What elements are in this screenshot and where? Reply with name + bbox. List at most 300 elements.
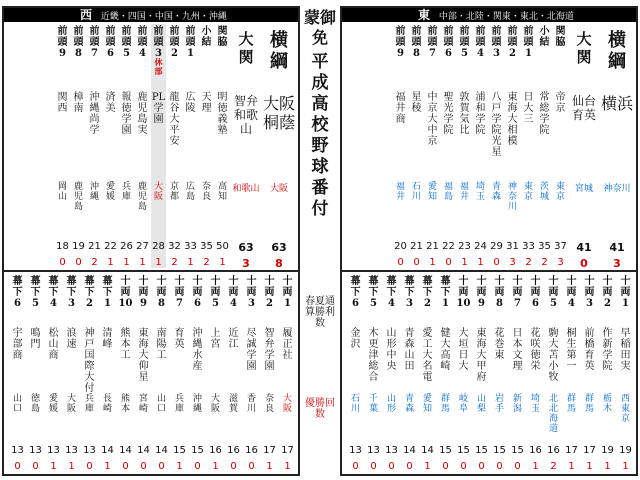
west-banzuke-ozeki [232, 24, 260, 268]
championship-count: 0 [14, 461, 21, 472]
school-name: 智弁学園 [264, 328, 275, 372]
top-rank-column [215, 24, 230, 268]
top-rank-column [71, 24, 86, 268]
rank-label: 十両5 [548, 276, 559, 309]
bottom-rank-column [280, 274, 295, 476]
championship-count: 1 [139, 257, 146, 268]
win-count: 14 [421, 445, 434, 456]
school-name: 神戸国際大付 [84, 328, 95, 394]
school-name: 上宮 [210, 328, 221, 350]
championship-count: 0 [388, 461, 395, 472]
rank-label: 小結 [539, 26, 550, 48]
championship-count: 0 [32, 461, 39, 472]
championship-count: 1 [568, 461, 575, 472]
school-name: 沖縄水産 [192, 328, 203, 372]
win-count: 16 [547, 445, 560, 456]
championship-count: 0 [122, 461, 129, 472]
prefecture: 徳島 [30, 394, 40, 414]
school-name: 尽誠学園 [246, 328, 257, 372]
championship-count: 1 [429, 257, 436, 268]
prefecture: 熊本 [120, 394, 130, 414]
prefecture: 北北海道 [548, 394, 558, 434]
rank-label: 前頭4 [137, 26, 148, 59]
win-count: 14 [403, 445, 416, 456]
championship-count: 2 [541, 257, 548, 268]
school-name: 中京大中京 [427, 92, 438, 147]
win-count: 17 [565, 445, 578, 456]
championship-count: 8 [275, 257, 283, 270]
rank-label: 前頭2 [169, 26, 180, 59]
rank-label: 幕下1 [440, 276, 451, 309]
school-name: 明徳義塾 [217, 92, 228, 136]
win-count: 63 [238, 241, 254, 254]
rank-label: 十両6 [192, 276, 203, 309]
school-name: 八戸学院光星 [491, 92, 502, 158]
rank-label: 十両6 [530, 276, 541, 309]
win-count: 27 [136, 241, 149, 252]
bottom-rank-column [262, 274, 277, 476]
bottom-rank-column [348, 274, 363, 476]
east-banzuke-ozeki [570, 24, 598, 268]
win-count: 13 [11, 445, 24, 456]
school-name: 横浜 [600, 94, 633, 113]
west-regions: 近畿・四国・中国・九州・沖縄 [100, 12, 227, 22]
championship-count: 1 [187, 257, 194, 268]
championship-count: 0 [140, 461, 147, 472]
rank-label: 関脇 [555, 26, 566, 48]
win-count: 22 [104, 241, 117, 252]
prefecture: 山口 [12, 394, 22, 414]
championship-count: 0 [194, 461, 201, 472]
top-rank-column [199, 24, 214, 268]
school-name: 青森山田 [404, 328, 415, 372]
bottom-rank-column [172, 274, 187, 476]
win-count: 18 [56, 241, 69, 252]
prefecture: 石川 [411, 182, 421, 202]
championship-count: 1 [266, 461, 273, 472]
rank-label: 十両3 [584, 276, 595, 309]
rank-label: 前頭1 [185, 26, 196, 59]
school-name: 宇部商 [12, 328, 23, 361]
championship-count: 0 [413, 257, 420, 268]
championship-count: 0 [230, 461, 237, 472]
prefecture: 兵庫 [174, 394, 184, 414]
rank-label: 十両2 [264, 276, 275, 309]
championship-count: 1 [68, 461, 75, 472]
win-count: 22 [442, 241, 455, 252]
championship-count: 1 [284, 461, 291, 472]
school-name: 沖縄尚学 [89, 92, 100, 136]
championship-count: 0 [397, 257, 404, 268]
top-rank-column [473, 24, 488, 268]
prefecture: 東京 [523, 182, 533, 202]
championship-count: 1 [212, 461, 219, 472]
win-count: 16 [245, 445, 258, 456]
school-name: 樟南 [73, 92, 84, 114]
bottom-rank-column [474, 274, 489, 476]
top-rank-column [441, 24, 456, 268]
rank-label: 大関 [238, 30, 254, 66]
rank-label: 前頭6 [105, 26, 116, 59]
school-name: 帝京 [555, 92, 566, 114]
rank-label: 前頭7 [89, 26, 100, 59]
school-name: 東海大相模 [507, 92, 518, 147]
win-count: 20 [394, 241, 407, 252]
school-name: 龍谷大平安 [169, 92, 180, 147]
bottom-rank-column [28, 274, 43, 476]
championship-count: 3 [557, 257, 564, 268]
legend-champs: 優勝回数 [305, 398, 335, 420]
school-name: 聖光学院 [443, 92, 454, 136]
rank-label: 前頭7 [427, 26, 438, 59]
win-count: 15 [191, 445, 204, 456]
bottom-rank-column [226, 274, 241, 476]
bottom-rank-column [546, 274, 561, 476]
prefecture: 山梨 [476, 394, 486, 414]
prefecture: 京都 [169, 182, 179, 202]
win-count: 26 [120, 241, 133, 252]
prefecture: 青森 [404, 394, 414, 414]
championship-count: 3 [613, 257, 621, 270]
win-count: 37 [554, 241, 567, 252]
win-count: 16 [529, 445, 542, 456]
bottom-rank-column [582, 274, 597, 476]
championship-count: 0 [59, 257, 66, 268]
win-count: 14 [137, 445, 150, 456]
east-side-label: 東 [418, 8, 431, 22]
bottom-rank-column [82, 274, 97, 476]
top-rank-column [183, 24, 198, 268]
rank-label: 十両4 [228, 276, 239, 309]
rank-label: 幕下5 [368, 276, 379, 309]
win-count: 13 [385, 445, 398, 456]
west-banzuke-yokozuna [262, 24, 296, 268]
win-count: 23 [458, 241, 471, 252]
bottom-rank-column [618, 274, 633, 476]
rank-label: 幕下4 [386, 276, 397, 309]
school-name: 関西 [57, 92, 68, 114]
prefecture: 滋賀 [228, 394, 238, 414]
win-count: 14 [119, 445, 132, 456]
win-count: 28 [152, 241, 165, 252]
bottom-rank-column [456, 274, 471, 476]
school-name: 清峰 [102, 328, 113, 350]
school-name: 浪速 [66, 328, 77, 350]
championship-count: 1 [123, 257, 130, 268]
prefecture: 神奈川 [603, 184, 631, 194]
west-half [2, 6, 300, 476]
school-name: 育英 [174, 328, 185, 350]
top-rank-column [537, 24, 552, 268]
championship-count: 0 [493, 257, 500, 268]
championship-count: 0 [478, 461, 485, 472]
school-name: 鳴門 [30, 328, 41, 350]
center-mark: 蒙御免 [304, 8, 337, 47]
rank-label: 横綱 [270, 30, 288, 72]
prefecture: 広島 [185, 182, 195, 202]
win-count: 41 [576, 241, 592, 254]
win-count: 35 [200, 241, 213, 252]
win-count: 35 [538, 241, 551, 252]
east-divider [342, 270, 636, 272]
school-name: 大垣日大 [458, 328, 469, 372]
top-rank-column [87, 24, 102, 268]
prefecture: 茨城 [539, 182, 549, 202]
prefecture: 埼玉 [475, 182, 485, 202]
prefecture: 福井 [459, 182, 469, 202]
top-rank-column [489, 24, 504, 268]
win-count: 13 [65, 445, 78, 456]
championship-count: 0 [86, 461, 93, 472]
win-count: 41 [609, 241, 625, 254]
rank-label: 前頭5 [459, 26, 470, 59]
east-header [342, 8, 636, 22]
bottom-rank-column [564, 274, 579, 476]
championship-count: 0 [158, 461, 165, 472]
championship-count: 0 [442, 461, 449, 472]
bottom-rank-column [10, 274, 25, 476]
prefecture: 兵庫 [84, 394, 94, 414]
win-count: 19 [601, 445, 614, 456]
win-count: 21 [426, 241, 439, 252]
prefecture: 愛媛 [105, 182, 115, 202]
championship-count: 0 [75, 257, 82, 268]
prefecture: 奈良 [201, 182, 211, 202]
rank-label: 横綱 [608, 30, 626, 72]
top-rank-column [425, 24, 440, 268]
west-side-label: 西 [80, 8, 93, 22]
championship-count: 0 [496, 461, 503, 472]
championship-count: 0 [248, 461, 255, 472]
rank-label: 十両9 [138, 276, 149, 309]
rank-label: 前頭8 [73, 26, 84, 59]
prefecture: 長崎 [102, 394, 112, 414]
school-name: 健大高崎 [440, 328, 451, 372]
win-count: 13 [367, 445, 380, 456]
school-name: 花咲徳栄 [530, 328, 541, 372]
rank-label: 幕下6 [12, 276, 23, 309]
championship-count: 2 [91, 257, 98, 268]
bottom-rank-column [154, 274, 169, 476]
school-name: 大阪桐蔭 [262, 94, 295, 132]
school-name: 常総学院 [539, 92, 550, 136]
championship-count: 1 [532, 461, 539, 472]
school-name: 花巻東 [494, 328, 505, 361]
bottom-rank-column [492, 274, 507, 476]
bottom-rank-column [118, 274, 133, 476]
prefecture: 神奈川 [507, 182, 517, 212]
rank-label: 前頭9 [57, 26, 68, 59]
prefecture: 兵庫 [121, 182, 131, 202]
top-rank-column [135, 24, 150, 268]
rank-label: 幕下5 [30, 276, 41, 309]
prefecture: 栃木 [602, 394, 612, 414]
school-name: 福井商 [395, 92, 406, 125]
rank-note: 休部 [154, 57, 163, 76]
rank-label: 前頭1 [523, 26, 534, 59]
bottom-rank-column [438, 274, 453, 476]
prefecture: 青森 [491, 182, 501, 202]
school-name: 山形中央 [386, 328, 397, 372]
prefecture: 愛知 [427, 182, 437, 202]
win-count: 13 [349, 445, 362, 456]
school-name: 報徳学園 [121, 92, 132, 136]
rank-label: 幕下3 [404, 276, 415, 309]
championship-count: 1 [219, 257, 226, 268]
bottom-rank-column [384, 274, 399, 476]
bottom-rank-column [366, 274, 381, 476]
prefecture: 大阪 [282, 394, 292, 414]
school-name: 南陽工 [156, 328, 167, 361]
prefecture: 福島 [443, 182, 453, 202]
rank-label: 関脇 [217, 26, 228, 48]
championship-count: 1 [461, 257, 468, 268]
prefecture: 香川 [246, 394, 256, 414]
win-count: 13 [83, 445, 96, 456]
rank-label: 前頭8 [411, 26, 422, 59]
win-count: 19 [72, 241, 85, 252]
prefecture: 奈良 [264, 394, 274, 414]
school-name: 桐生第一 [566, 328, 577, 372]
school-name: 愛工大名電 [422, 328, 433, 383]
top-rank-column [393, 24, 408, 268]
rank-label: 前頭5 [121, 26, 132, 59]
win-count: 15 [493, 445, 506, 456]
championship-count: 2 [525, 257, 532, 268]
school-name: 敦賀気比 [459, 92, 470, 136]
win-count: 16 [209, 445, 222, 456]
prefecture: 新潟 [512, 394, 522, 414]
rank-label: 十両10 [456, 276, 471, 309]
championship-count: 0 [370, 461, 377, 472]
rank-label: 前頭4 [475, 26, 486, 59]
bottom-rank-column [528, 274, 543, 476]
win-count: 29 [490, 241, 503, 252]
prefecture: 沖縄 [192, 394, 202, 414]
west-header [4, 8, 298, 22]
win-count: 15 [439, 445, 452, 456]
win-count: 63 [271, 241, 287, 254]
win-count: 17 [281, 445, 294, 456]
rank-label: 十両8 [494, 276, 505, 309]
championship-count: 0 [460, 461, 467, 472]
win-count: 15 [511, 445, 524, 456]
bottom-rank-column [402, 274, 417, 476]
top-rank-column [457, 24, 472, 268]
school-name: 日本文理 [512, 328, 523, 372]
win-count: 14 [101, 445, 114, 456]
prefecture: 宮城 [574, 184, 593, 194]
rank-label: 大関 [576, 30, 592, 66]
prefecture: 沖縄 [89, 182, 99, 202]
school-name: 履正社 [282, 328, 293, 361]
prefecture: 大阪 [210, 394, 220, 414]
bottom-rank-column [136, 274, 151, 476]
prefecture: 鹿児島 [137, 182, 147, 212]
rank-label: 十両1 [282, 276, 293, 309]
top-rank-column [521, 24, 536, 268]
championship-count: 0 [580, 257, 588, 270]
school-name: 熊本工 [120, 328, 131, 361]
school-name: 済美 [105, 92, 116, 114]
school-name: 浦和学院 [475, 92, 486, 136]
school-name: 東海大甲府 [476, 328, 487, 383]
school-name: 前橋育英 [584, 328, 595, 372]
top-rank-column [103, 24, 118, 268]
prefecture: 西東京 [620, 394, 630, 424]
championship-count: 2 [171, 257, 178, 268]
bottom-rank-column [100, 274, 115, 476]
championship-count: 1 [50, 461, 57, 472]
win-count: 17 [263, 445, 276, 456]
school-name: 東海大仰星 [138, 328, 149, 383]
prefecture: 東京 [555, 182, 565, 202]
championship-count: 0 [406, 461, 413, 472]
top-rank-column [409, 24, 424, 268]
legend-wins: 春夏通算勝利数 [305, 296, 335, 329]
top-rank-column [151, 24, 166, 268]
school-name: 松山商 [48, 328, 59, 361]
rank-label: 十両2 [602, 276, 613, 309]
school-name: 日大三 [523, 92, 534, 125]
championship-count: 1 [107, 257, 114, 268]
championship-count: 2 [203, 257, 210, 268]
bottom-rank-column [208, 274, 223, 476]
school-name: 金沢 [350, 328, 361, 350]
championship-count: 1 [586, 461, 593, 472]
win-count: 19 [619, 445, 632, 456]
win-count: 32 [168, 241, 181, 252]
top-rank-column [505, 24, 520, 268]
championship-count: 2 [550, 461, 557, 472]
prefecture: 宮崎 [138, 394, 148, 414]
win-count: 16 [227, 445, 240, 456]
bottom-rank-column [190, 274, 205, 476]
school-name: 鹿児島実 [137, 92, 148, 136]
championship-count: 1 [604, 461, 611, 472]
championship-count: 1 [155, 257, 162, 268]
championship-count: 1 [424, 461, 431, 472]
win-count: 33 [522, 241, 535, 252]
rank-label: 小結 [201, 26, 212, 48]
championship-count: 1 [622, 461, 629, 472]
rank-label: 幕下6 [350, 276, 361, 309]
rank-label: 幕下1 [102, 276, 113, 309]
bottom-rank-column [46, 274, 61, 476]
prefecture: 福井 [395, 182, 405, 202]
rank-label: 十両4 [566, 276, 577, 309]
school-name: 智弁和歌山 [233, 94, 258, 136]
championship-count: 3 [242, 257, 250, 270]
school-name: 仙台育英 [571, 94, 596, 122]
prefecture: 群馬 [584, 394, 594, 414]
win-count: 50 [216, 241, 229, 252]
win-count: 24 [474, 241, 487, 252]
win-count: 15 [173, 445, 186, 456]
school-name: 近江 [228, 328, 239, 350]
rank-label: 十両1 [620, 276, 631, 309]
bottom-rank-column [600, 274, 615, 476]
prefecture: 岩手 [494, 394, 504, 414]
prefecture: 岐阜 [458, 394, 468, 414]
prefecture: 愛知 [422, 394, 432, 414]
prefecture: 高知 [217, 182, 227, 202]
win-count: 21 [88, 241, 101, 252]
prefecture: 群馬 [566, 394, 576, 414]
rank-label: 前頭9 [395, 26, 406, 59]
east-half [340, 6, 638, 476]
rank-label: 十両7 [512, 276, 523, 309]
